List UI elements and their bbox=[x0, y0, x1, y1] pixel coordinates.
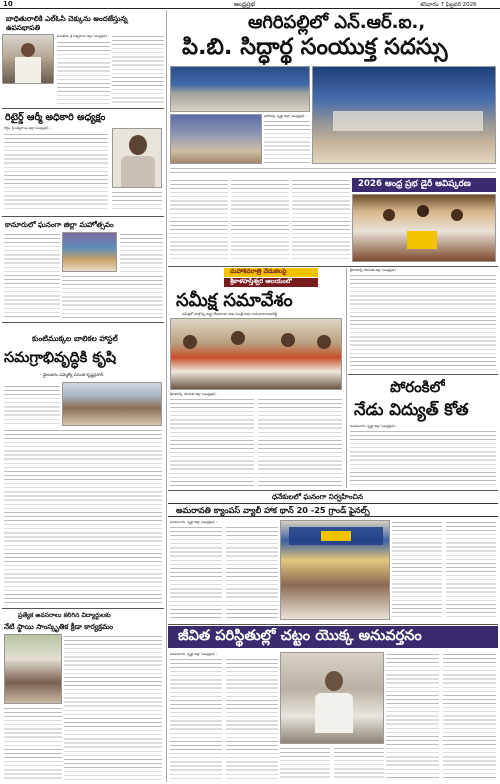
diary-story bbox=[352, 178, 496, 262]
law-story bbox=[168, 626, 498, 782]
page-number: 10 bbox=[3, 0, 13, 8]
lead-photo-panel bbox=[312, 66, 496, 164]
story-body bbox=[280, 746, 384, 780]
story-byline: పెనమలూరు, కృష్ణా జిల్లా (ఆంధ్రప్రభ) : bbox=[350, 424, 397, 428]
story-body bbox=[4, 384, 60, 426]
story-body bbox=[392, 520, 496, 620]
samiksha-headline: సమీక్ష సమావేశం bbox=[176, 290, 293, 311]
story-headline: కానూరులో ఘనంగా జిల్లా మహోత్సవం bbox=[5, 220, 114, 229]
story-body bbox=[170, 166, 496, 176]
samiksha-photo bbox=[170, 318, 342, 390]
story-byline: శ్రీకాళహస్తి, తిరుపతి జిల్లా (ఆంధ్రప్రభ) : bbox=[170, 392, 218, 396]
story-body bbox=[350, 273, 496, 371]
story-body bbox=[112, 34, 164, 104]
story-body bbox=[62, 274, 163, 318]
samiksha-kicker2-text: శ్రీకాళహస్తీశ్వర ఆలయంలో bbox=[230, 278, 293, 285]
story-byline: పెనుకొండ, శ్రీ సత్యసాయి జిల్లా (ఆంధ్రప్రభ) : bbox=[57, 34, 109, 38]
story-body bbox=[120, 232, 163, 272]
lead-story bbox=[168, 10, 498, 264]
lead-headline-line1: ఆగిరిపల్లిలో ఎన్.ఆర్.ఐ., bbox=[248, 12, 426, 33]
story-body bbox=[64, 634, 162, 780]
story-body bbox=[170, 525, 278, 620]
story-headline: బాధితురాలికి ఎల్ఓసి చెక్కును అందజేస్తున్న ఉపసభాపతి bbox=[6, 14, 128, 32]
law-headline: జీవిత పరిస్థితుల్లో చట్టం యొక్క అనువర్తనం bbox=[178, 628, 422, 644]
story-body bbox=[4, 706, 62, 780]
story-body bbox=[57, 40, 110, 104]
story-byline: శ్రీకాళహస్తి, తిరుపతి జిల్లా (ఆంధ్రప్రభ) : bbox=[350, 268, 398, 272]
story-loc-cheque bbox=[2, 10, 164, 106]
students-photo bbox=[4, 634, 62, 704]
story-byline: రొద్దం, శ్రీ సత్యసాయి జిల్లా (ఆంధ్రప్రభ) : bbox=[4, 126, 51, 130]
power-cut-story bbox=[348, 376, 498, 488]
story-body bbox=[4, 232, 60, 318]
masthead bbox=[0, 0, 500, 9]
story-headline: సమగ్రాభివృద్ధికి కృషి bbox=[4, 350, 117, 366]
group-photo bbox=[62, 232, 117, 272]
story-headline-kicker: ప్రత్యేక అవసరాలు కలిగిన విద్యార్థులకు bbox=[18, 612, 111, 619]
story-byline: ఆగిరిపల్లి, కృష్ణా జిల్లా (ఆంధ్రప్రభ) : bbox=[264, 114, 307, 118]
hostel-photo bbox=[62, 382, 162, 426]
law-speaker-photo bbox=[280, 652, 384, 744]
power-headline-line1: పోరంకిలో bbox=[390, 378, 446, 396]
left-column bbox=[2, 10, 164, 782]
story-body bbox=[264, 119, 310, 164]
diary-body bbox=[348, 268, 498, 372]
power-headline: నేడు విద్యుత్ కోత bbox=[354, 400, 469, 419]
story-body bbox=[350, 429, 496, 487]
diary-launch-photo bbox=[352, 194, 496, 262]
news-photo bbox=[2, 34, 54, 84]
story-kanuru bbox=[2, 218, 164, 320]
story-hostel bbox=[2, 324, 164, 606]
hackathon-kicker: ధనేకులలో ఘనంగా నిర్వహించిన bbox=[272, 492, 363, 501]
story-retired-officer bbox=[2, 110, 164, 214]
hackathon-headline: అమరావతి క్యాంపస్ వ్యాలీ హాక థాన్ 20 -25 గ్రాండ్ ఫైనల్స్ bbox=[176, 505, 370, 515]
story-body bbox=[170, 397, 342, 486]
story-body bbox=[170, 657, 278, 780]
story-body bbox=[170, 178, 350, 262]
lead-photo-dignitaries bbox=[170, 66, 310, 112]
samiksha-story bbox=[168, 268, 344, 488]
story-special-needs bbox=[2, 610, 164, 782]
lead-headline: పి.బి. సిద్ధార్థ సంయుక్త సదస్సు bbox=[182, 34, 448, 60]
story-body bbox=[4, 132, 108, 212]
issue-date: శనివారం 7 ఫిబ్రవరి 2026 bbox=[420, 2, 477, 8]
story-headline: నేటి స్థాయి సాంస్కృతిక క్రీడా కార్యక్రమం bbox=[4, 622, 114, 631]
samiksha-caption: సమీక్షలో పాల్గొన్న రాష్ట్ర దేవాదాయ శాఖ మంత్రి ఆనం రామనారాయణరెడ్డి bbox=[182, 312, 278, 316]
diary-headline: 2026 ఆంధ్ర ప్రభ డైరీ ఆవిష్కరణ bbox=[358, 179, 471, 189]
hackathon-photo bbox=[280, 520, 390, 620]
story-body bbox=[4, 428, 162, 604]
story-byline: పెనమలూరు, కృష్ణా జిల్లా (ఆంధ్రప్రభ) : bbox=[170, 652, 217, 656]
story-subhead: - మైలవరం ఎమ్మెల్యే వసంత కృష్ణప్రసాద్ bbox=[40, 372, 104, 377]
paper-name: ఆంధ్రప్రభ bbox=[234, 1, 255, 8]
story-body bbox=[386, 652, 496, 780]
samiksha-kicker-text: మహాశివరాత్రి వేడుకలపై bbox=[230, 268, 287, 275]
portrait-photo bbox=[112, 128, 162, 188]
story-byline: పెనమలూరు, కృష్ణా జిల్లా (ఆంధ్రప్రభ) : bbox=[170, 520, 217, 524]
story-headline-kicker: కుంటిముక్కల బాలికల హాస్టల్ bbox=[32, 334, 118, 343]
story-headline: రిటైర్డ్ ఆర్మీ అధికారి అధ్యక్షం bbox=[5, 112, 106, 123]
story-body bbox=[112, 190, 162, 212]
lead-photo-stage bbox=[170, 114, 262, 164]
hackathon-story bbox=[168, 492, 498, 622]
